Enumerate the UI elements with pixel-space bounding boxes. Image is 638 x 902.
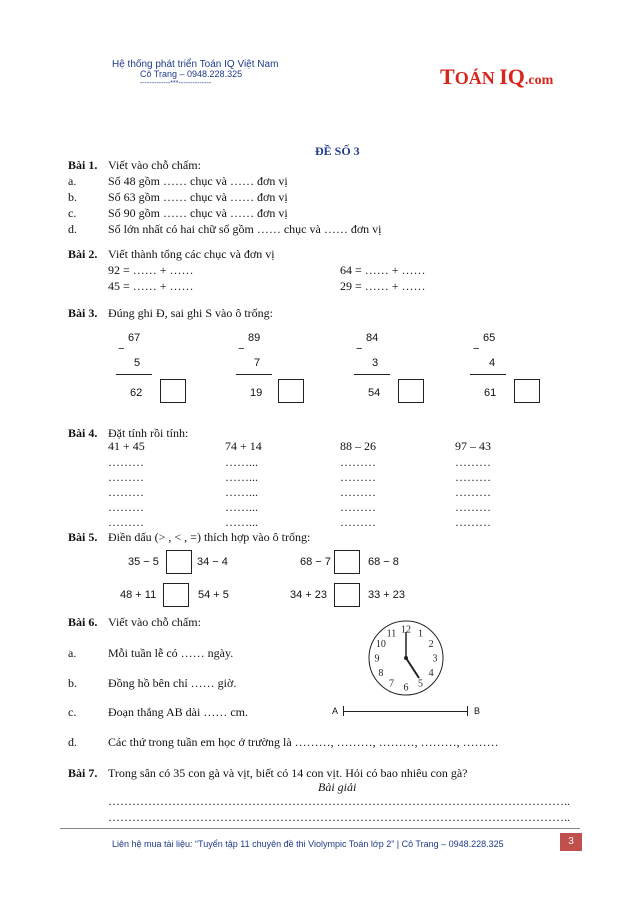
compare-right: 34 − 4 [197,556,228,568]
bai4-work-line: ……… [455,470,491,484]
op-sign: − [356,343,363,355]
bai6-a-mark: a. [68,646,77,660]
page-title: ĐỀ SỐ 3 [315,144,360,158]
op-result: 62 [130,387,143,399]
answer-line: …………………………………………………………………………………………………….. [108,794,570,808]
bai3-label: Bài 3. [68,306,98,320]
bai4-work-line: ……… [455,500,491,514]
bai1-c-mark: c. [68,206,77,220]
bai4-work-line: ……... [225,500,258,514]
answer-box[interactable] [160,379,186,403]
bai4-work-line: ……… [455,515,491,529]
op-sign: − [118,343,125,355]
op-bottom: 3 [372,357,379,369]
clock-number: 11 [386,628,397,640]
bai2-prompt: Viết thành tổng các chục và đơn vị [108,247,275,261]
segment-tick-a [343,706,344,716]
bai6-b-text: Đồng hồ bên chỉ …… giờ. [108,676,237,690]
answer-box[interactable] [514,379,540,403]
op-top: 67 [128,332,141,344]
clock-number: 7 [389,678,394,690]
bai4-work-line: ……… [455,485,491,499]
bai4-work-line: ……… [340,515,376,529]
op-top: 65 [483,332,496,344]
bai5-label: Bài 5. [68,530,98,544]
segment-label-b: B [474,706,481,716]
bai2-item: 64 = …… + …… [340,263,426,277]
brand-logo: TOÁN IQ.com [440,64,554,89]
clock-number: 5 [418,678,423,690]
clock-number: 3 [432,653,438,665]
op-line [354,374,390,375]
op-line [116,374,152,375]
answer-line: …………………………………………………………………………………………………….. [108,810,570,824]
header-org: Hệ thống phát triển Toán IQ Việt Nam [112,59,279,70]
clock-number: 4 [428,668,434,679]
compare-box[interactable] [334,550,360,574]
bai4-work-line: ……… [455,455,491,469]
op-top: 89 [248,332,261,344]
compare-box[interactable] [334,583,360,607]
bai4-work-line: ……… [108,500,144,514]
bai1-label: Bài 1. [68,158,98,172]
clock-number: 1 [418,628,423,640]
bai4-prompt: Đặt tính rồi tính: [108,426,189,440]
bai6-a-text: Mỗi tuần lễ có …… ngày. [108,646,234,660]
clock-number: 2 [428,639,434,650]
bai4-expr: 74 + 14 [225,439,262,453]
bai6-c-mark: c. [68,705,77,719]
clock-number: 12 [401,624,411,636]
segment-ab [344,711,468,712]
op-bottom: 7 [254,357,261,369]
bai4-work-line: ……… [108,470,144,484]
compare-box[interactable] [166,550,192,574]
bai4-work-line: ……… [340,455,376,469]
op-line [470,374,506,375]
bai3-prompt: Đúng ghi Đ, sai ghi S vào ô trống: [108,306,273,320]
bai4-work-line: ……... [225,470,258,484]
segment-tick-b [467,706,468,716]
compare-right: 54 + 5 [198,589,229,601]
bai4-work-line: ……… [108,515,144,529]
bai4-work-line: ……… [340,485,376,499]
bai6-b-mark: b. [68,676,77,690]
op-result: 19 [250,387,263,399]
bai1-d-mark: d. [68,222,77,236]
bai1-b-text: Số 63 gồm …… chục và …… đơn vị [108,190,288,204]
segment-label-a: A [332,706,339,716]
footer-divider [60,828,580,829]
bai2-item: 29 = …… + …… [340,279,426,293]
clock-icon [366,618,446,698]
compare-right: 33 + 23 [368,589,406,601]
bai4-work-line: ……… [340,500,376,514]
bai4-expr: 41 + 45 [108,439,145,453]
op-line [236,374,272,375]
bai7-text: Trong sân có 35 con gà và vịt, biết có 14 con vịt. Hỏi có bao nhiêu con gà? [108,766,468,780]
compare-right: 68 − 8 [368,556,399,568]
footer-text: Liên hệ mua tài liệu: “Tuyển tập 11 chuyên đề thi Violympic Toán lớp 2” | Cô Trang – 0948.228.325 [112,839,504,849]
bai4-label: Bài 4. [68,426,98,440]
bai2-item: 45 = …… + …… [108,279,194,293]
bai6-c-text: Đoạn thẳng AB dài …… cm. [108,705,248,719]
bai7-label: Bài 7. [68,766,98,780]
bai6-prompt: Viết vào chỗ chấm: [108,615,201,629]
answer-box[interactable] [398,379,424,403]
compare-left: 48 + 11 [120,589,157,601]
bai4-work-line: ……... [225,455,258,469]
bai4-work-line: ……… [108,455,144,469]
bai4-work-line: ……... [225,485,258,499]
clock-number: 6 [403,682,409,694]
bai5-prompt: Điền dấu (> , < , =) thích hợp vào ô trống: [108,530,311,544]
header-contact: Cô Trang – 0948.228.325 [140,69,243,79]
op-bottom: 4 [489,357,496,369]
bai1-prompt: Viết vào chỗ chấm: [108,158,201,172]
bai7-solution: Bài giải [318,780,357,794]
op-top: 84 [366,332,379,344]
clock-number: 8 [378,668,384,679]
clock-number: 9 [374,653,380,665]
bai6-label: Bài 6. [68,615,98,629]
bai2-item: 92 = …… + …… [108,263,194,277]
compare-left: 35 − 5 [128,556,159,568]
bai6-d-text: Các thứ trong tuần em học ở trường là ………, ………, ………, ………, ……… [108,735,499,749]
page-number: 3 [560,833,582,851]
bai1-a-mark: a. [68,174,77,188]
bai1-b-mark: b. [68,190,77,204]
op-result: 54 [368,387,381,399]
bai1-d-text: Số lớn nhất có hai chữ số gồm …… chục và …… đơn vị [108,222,382,236]
bai4-expr: 88 – 26 [340,439,376,453]
bai4-work-line: ……… [108,485,144,499]
bai1-a-text: Số 48 gồm …… chục và …… đơn vị [108,174,288,188]
bai4-work-line: ……… [340,470,376,484]
op-sign: − [238,343,245,355]
answer-box[interactable] [278,379,304,403]
header-divider: -------------***-------------- [140,80,212,87]
clock-number: 10 [375,639,386,650]
op-bottom: 5 [134,357,141,369]
bai4-expr: 97 – 43 [455,439,491,453]
bai1-c-text: Số 90 gồm …… chục và …… đơn vị [108,206,288,220]
compare-left: 68 − 7 [300,556,331,568]
bai4-work-line: ……... [225,515,258,529]
compare-box[interactable] [163,583,189,607]
compare-left: 34 + 23 [290,589,328,601]
bai2-label: Bài 2. [68,247,98,261]
op-sign: − [473,343,480,355]
op-result: 61 [484,387,497,399]
bai6-d-mark: d. [68,735,77,749]
